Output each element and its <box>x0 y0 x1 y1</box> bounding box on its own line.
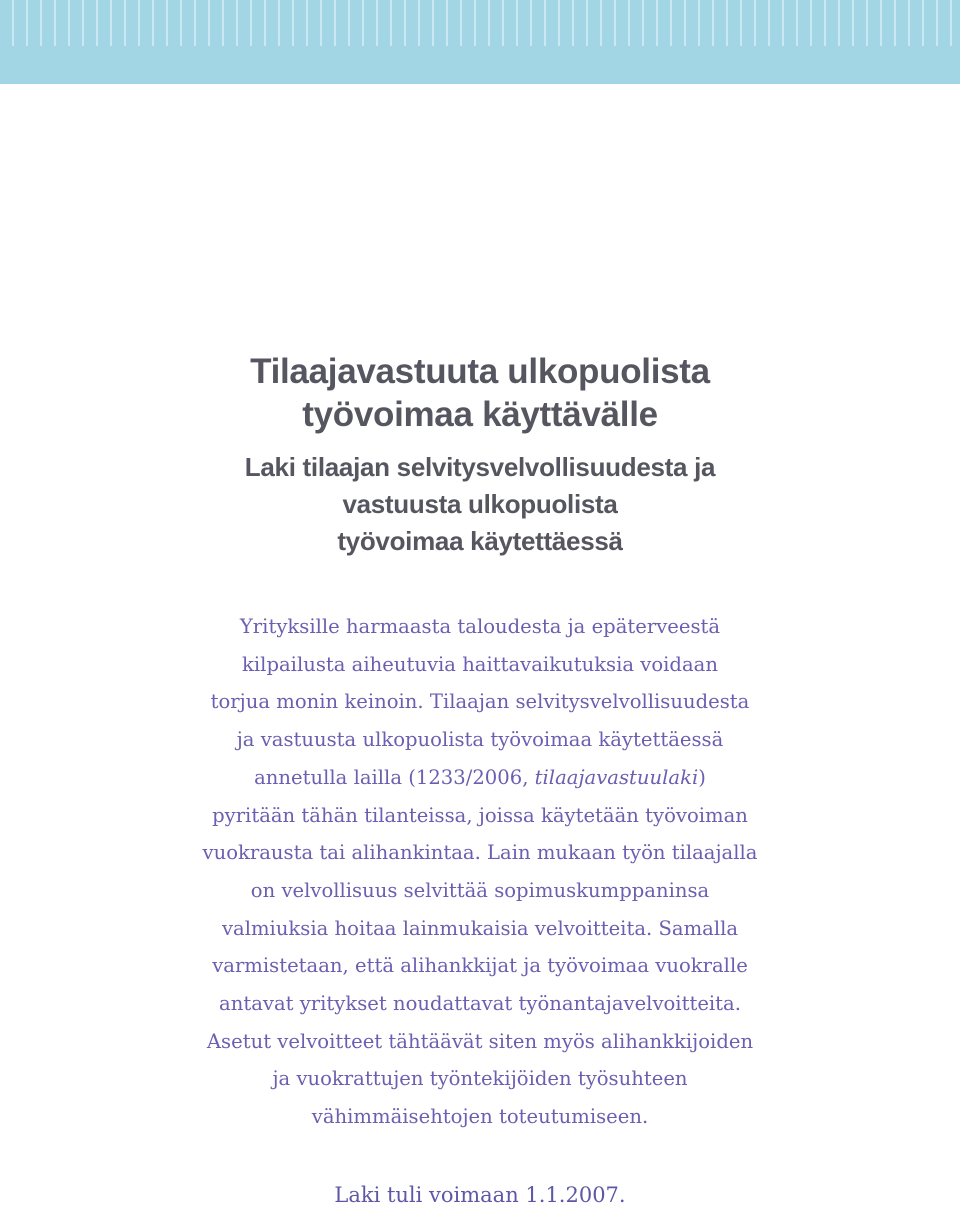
title-line: työvoimaa käyttävälle <box>302 395 658 434</box>
page-title <box>0 350 960 436</box>
body-line: valmiuksia hoitaa lainmukaisia velvoitteita. Samalla <box>221 916 739 940</box>
body-line: antavat yritykset noudattavat työnantajavelvoitteita. <box>219 992 741 1016</box>
page-content <box>0 350 960 1136</box>
title-line: Tilaajavastuuta ulkopuolista <box>250 352 710 391</box>
law-name-italic: tilaajavastuulaki <box>534 765 699 789</box>
body-line: pyritään tähän tilanteissa, joissa käytetään työvoiman <box>212 803 748 827</box>
effective-date-note: Laki tuli voimaan 1.1.2007. <box>334 1183 626 1207</box>
body-line-text: ) <box>698 765 706 789</box>
subtitle-line: Laki tilaajan selvitysvelvollisuudesta ja <box>244 452 716 482</box>
body-line: vähimmäisehtojen toteutumiseen. <box>311 1105 649 1129</box>
body-paragraph <box>0 608 960 1136</box>
body-line: ja vastuusta ulkopuolista työvoimaa käytettäessä <box>236 728 724 752</box>
body-line: Yrityksille harmaasta taloudesta ja epäterveestä <box>239 615 721 638</box>
subtitle-line: vastuusta ulkopuolista <box>342 489 618 519</box>
body-line: Asetut velvoitteet tähtäävät siten myös alihankkijoiden <box>206 1029 754 1053</box>
body-line-text: annetulla lailla (1233/2006, <box>254 765 535 789</box>
page-subtitle <box>0 449 960 560</box>
body-line: ja vuokrattujen työntekijöiden työsuhteen <box>272 1067 688 1091</box>
subtitle-line: työvoimaa käytettäessä <box>337 526 623 556</box>
body-line: torjua monin keinoin. Tilaajan selvitysvelvollisuudesta <box>210 690 750 714</box>
body-line: varmistetaan, että alihankkijat ja työvoimaa vuokralle <box>212 954 748 978</box>
body-line: vuokrausta tai alihankintaa. Lain mukaan työn tilaajalla <box>202 841 758 865</box>
top-banner <box>0 0 960 84</box>
body-line: on velvollisuus selvittää sopimuskumppaninsa <box>250 878 710 902</box>
top-banner-stripes <box>0 0 960 46</box>
body-line-with-law-reference <box>0 759 960 797</box>
body-line: kilpailusta aiheutuvia haittavaikutuksia voidaan <box>242 652 718 676</box>
